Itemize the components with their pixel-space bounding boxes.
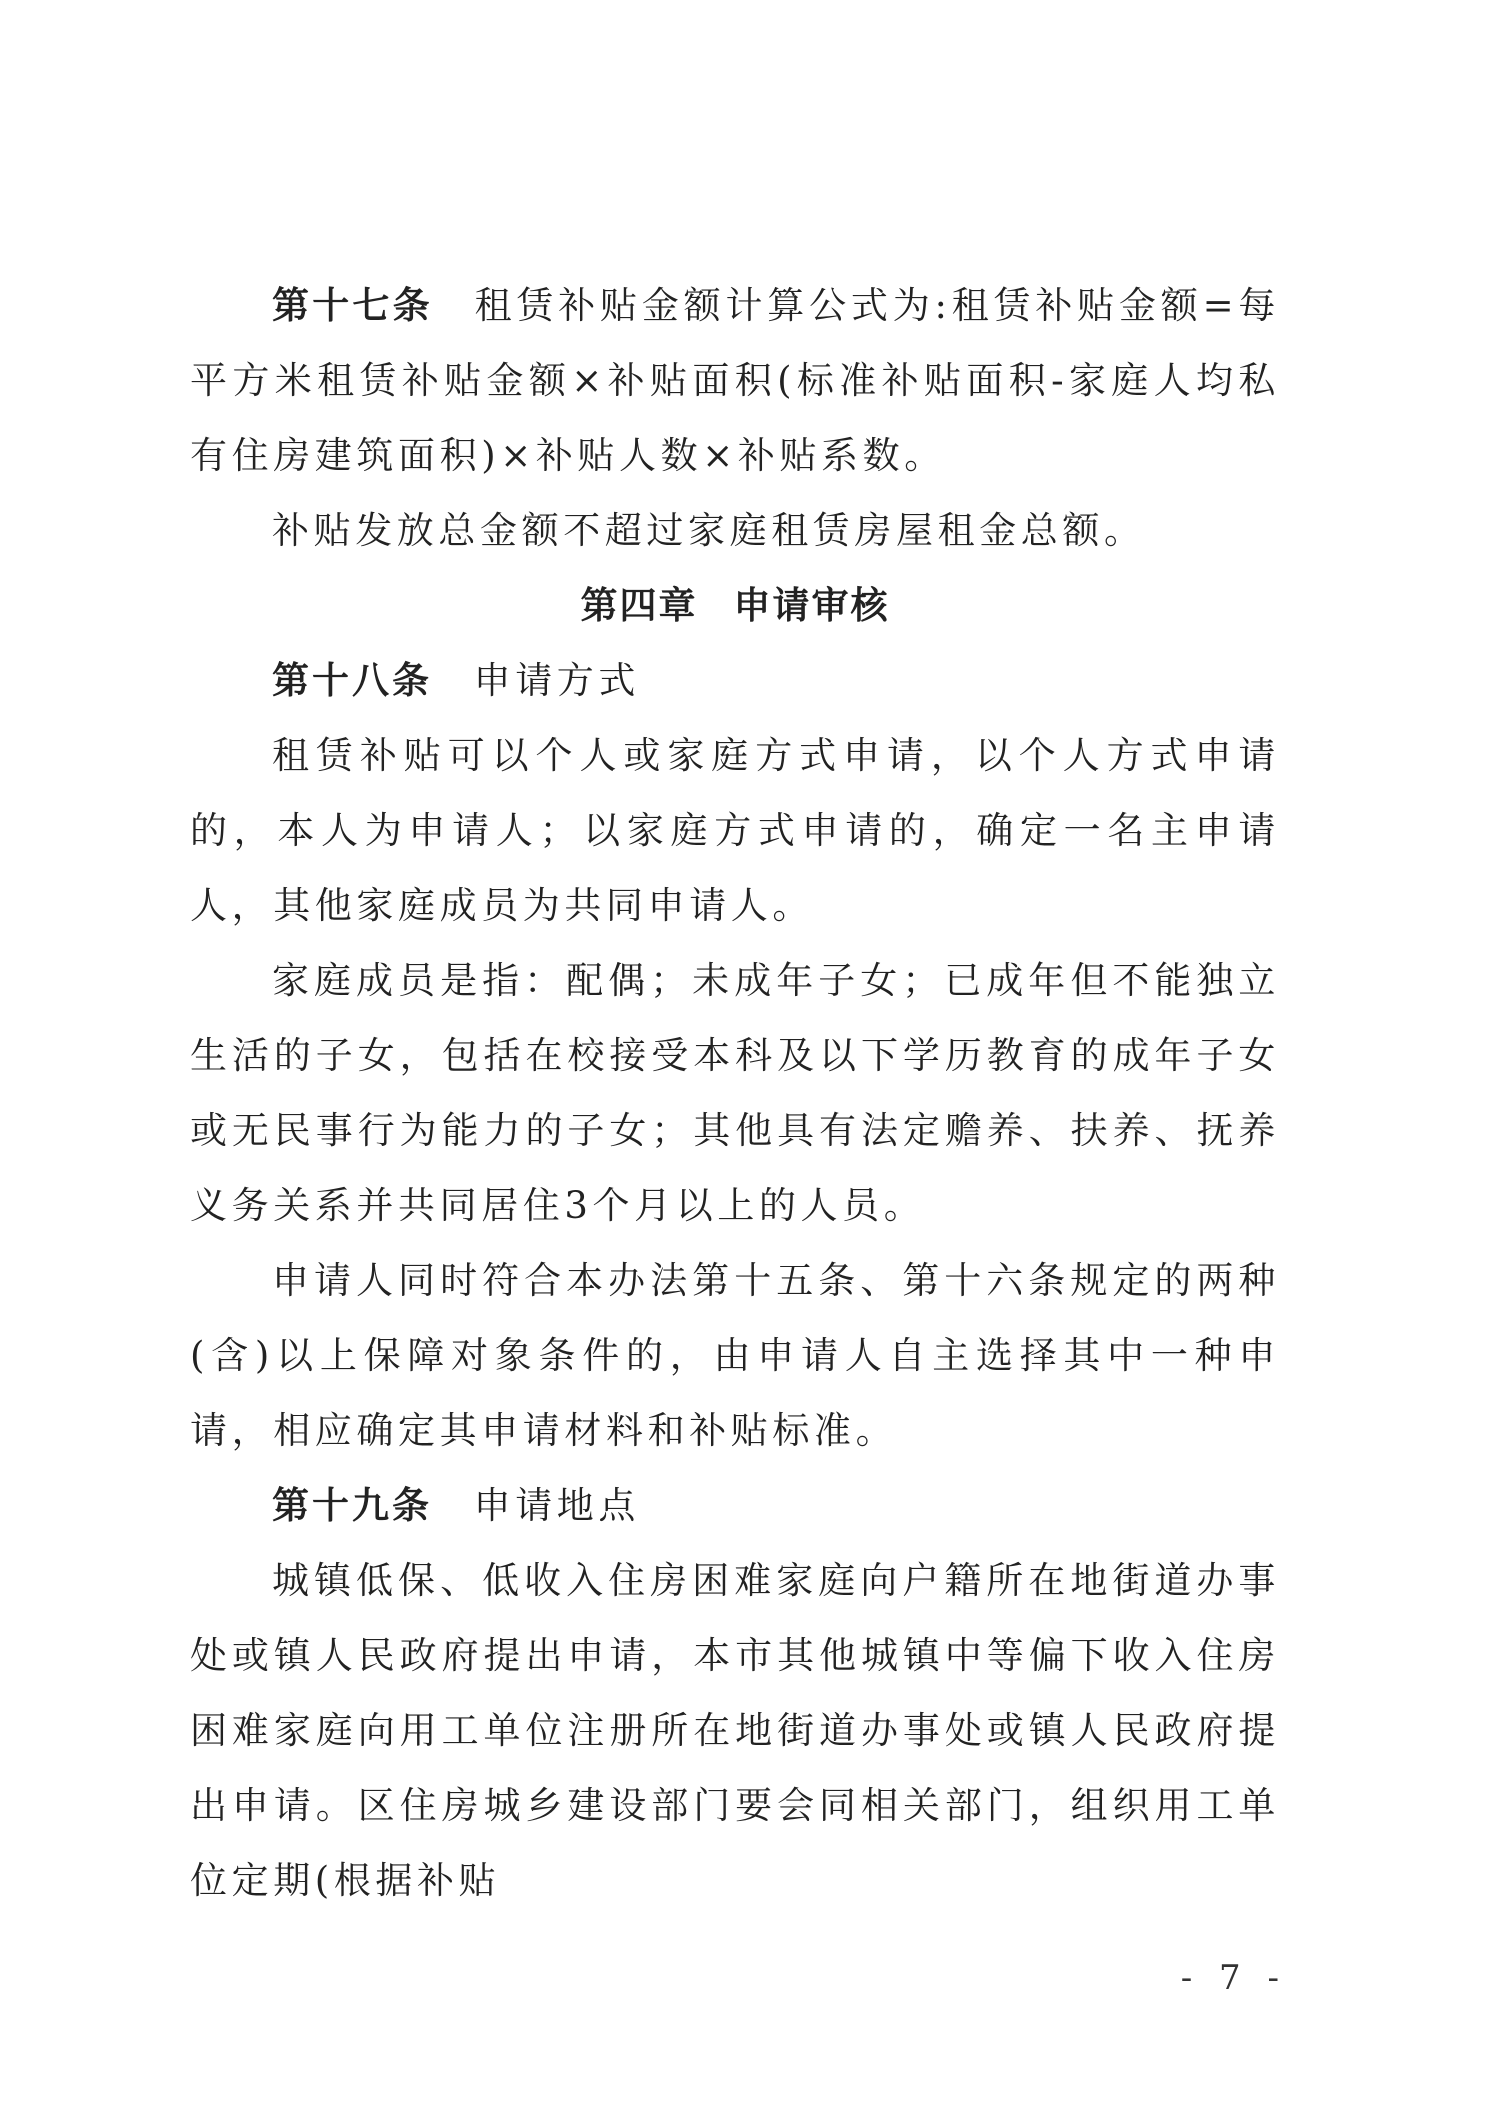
chapter-heading [190,568,1280,643]
page-number: - 7 - [1180,1958,1287,1998]
article-18-paragraph-3: 申请人同时符合本办法第十五条、第十六条规定的两种(含)以上保障对象条件的，由申请人自主选择其中一种申请，相应确定其申请材料和补贴标准。 [190,1259,1280,1452]
article-18-heading [190,643,1280,718]
article-17-paragraph-2: 补贴发放总金额不超过家庭租赁房屋租金总额。 [272,509,1146,552]
chapter-number: 第四章 [580,584,698,627]
document-body [190,268,1280,1918]
article-18-paragraph-1: 租赁补贴可以个人或家庭方式申请，以个人方式申请的，本人为申请人；以家庭方式申请的，确定一名主申请人，其他家庭成员为共同申请人。 [190,734,1280,927]
article-19-heading [190,1468,1280,1543]
article-18-paragraph-2: 家庭成员是指：配偶；未成年子女；已成年但不能独立生活的子女，包括在校接受本科及以下学历教育的成年子女或无民事行为能力的子女；其他具有法定赡养、扶养、抚养义务关系并共同居住3个月以上的人员。 [190,959,1280,1227]
article-17-paragraph [190,268,1280,493]
article-17-title: 第十七条 [272,284,433,327]
article-19-paragraph-1: 城镇低保、低收入住房困难家庭向户籍所在地街道办事处或镇人民政府提出申请，本市其他城镇中等偏下收入住房困难家庭向用工单位注册所在地街道办事处或镇人民政府提出申请。区住房城乡建设部门要会同相关部门，组织用工单位定期(根据补贴 [190,1559,1280,1902]
article-19-title: 第十九条 [272,1484,432,1527]
article-18-subtitle: 申请方式 [473,659,641,702]
article-18-title: 第十八条 [272,659,432,702]
article-17-text: 租赁补贴金额计算公式为:租赁补贴金额=每平方米租赁补贴金额×补贴面积(标准补贴面积-家庭人均私有住房建筑面积)×补贴人数×补贴系数。 [190,284,1281,477]
article-19-subtitle: 申请地点 [473,1484,641,1527]
chapter-title: 申请审核 [733,584,890,627]
